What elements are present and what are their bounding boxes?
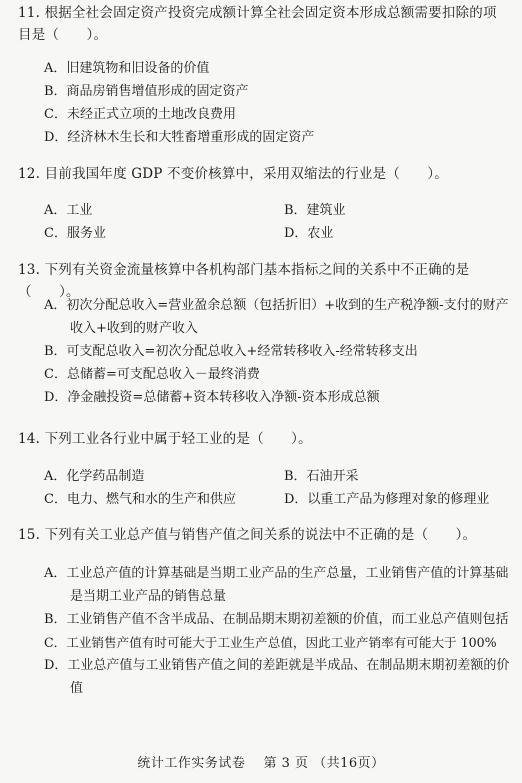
question-number: 15. xyxy=(18,527,41,543)
question-14-stem xyxy=(18,428,510,450)
option-d[interactable]: D．以重工产品为修理对象的修理业 xyxy=(284,492,490,507)
question-15-stem xyxy=(18,524,510,546)
page-footer: 统计工作实务试卷 第 3 页 （共16页） xyxy=(137,756,385,771)
option-b[interactable]: B．商品房销售增值形成的固定资产 xyxy=(44,84,249,99)
question-11-options xyxy=(44,57,510,149)
option-a[interactable]: A．初次分配总收入=营业盈余总额（包括折旧）+收到的生产税净额-支付的财产收入+收到的财产收入 xyxy=(44,298,509,336)
question-text: 下列有关资金流量核算中各机构部门基本指标之间的关系中不正确的是（ ）。 xyxy=(18,262,470,300)
option-a[interactable]: A．旧建筑物和旧设备的价值 xyxy=(44,61,210,76)
question-number: 14. xyxy=(18,431,41,447)
option-b[interactable]: B．工业销售产值不含半成品、在制品期末期初差额的价值，而工业总产值则包括 xyxy=(44,612,509,627)
question-15-options xyxy=(44,562,510,700)
question-number: 13. xyxy=(18,262,41,278)
question-11-stem xyxy=(18,2,510,46)
option-c[interactable]: C．电力、燃气和水的生产和供应 xyxy=(44,492,236,507)
option-b[interactable]: B．石油开采 xyxy=(284,469,359,484)
option-d[interactable]: D．农业 xyxy=(284,226,334,241)
question-number: 11. xyxy=(18,5,41,21)
option-c[interactable]: C．服务业 xyxy=(44,226,106,241)
option-a[interactable]: A．工业总产值的计算基础是当期工业产品的生产总量，工业销售产值的计算基础是当期工业产品的销售总量 xyxy=(44,566,509,604)
option-b[interactable]: B．建筑业 xyxy=(284,203,346,218)
question-text: 目前我国年度 GDP 不变价核算中，采用双缩法的行业是（ ）。 xyxy=(44,166,449,182)
option-c[interactable]: C．总储蓄=可支配总收入－最终消费 xyxy=(44,367,260,382)
question-number: 12. xyxy=(18,166,41,182)
question-13-options xyxy=(44,294,510,409)
option-a[interactable]: A．工业 xyxy=(44,203,93,218)
option-d[interactable]: D．经济林木生长和大牲畜增重形成的固定资产 xyxy=(44,130,315,145)
option-b[interactable]: B．可支配总收入=初次分配总收入+经常转移收入-经常转移支出 xyxy=(44,344,418,359)
question-text: 下列工业各行业中属于轻工业的是（ ）。 xyxy=(44,431,312,447)
question-12-options xyxy=(44,199,510,245)
option-d[interactable]: D．净金融投资=总储蓄+资本转移收入净额-资本形成总额 xyxy=(44,390,380,405)
question-12-stem xyxy=(18,163,510,185)
question-text: 根据全社会固定资产投资完成额计算全社会固定资本形成总额需要扣除的项目是（ ）。 xyxy=(18,5,497,43)
option-d[interactable]: D．工业总产值与工业销售产值之间的差距就是半成品、在制品期末期初差额的价值 xyxy=(44,658,510,696)
option-c[interactable]: C．工业销售产值有时可能大于工业生产总值，因此工业产销率有可能大于 100% xyxy=(44,635,497,650)
option-c[interactable]: C．未经正式立项的土地改良费用 xyxy=(44,107,236,122)
question-text: 下列有关工业总产值与销售产值之间关系的说法中不正确的是（ ）。 xyxy=(44,527,477,543)
question-14-options xyxy=(44,465,510,511)
option-a[interactable]: A．化学药品制造 xyxy=(44,469,145,484)
